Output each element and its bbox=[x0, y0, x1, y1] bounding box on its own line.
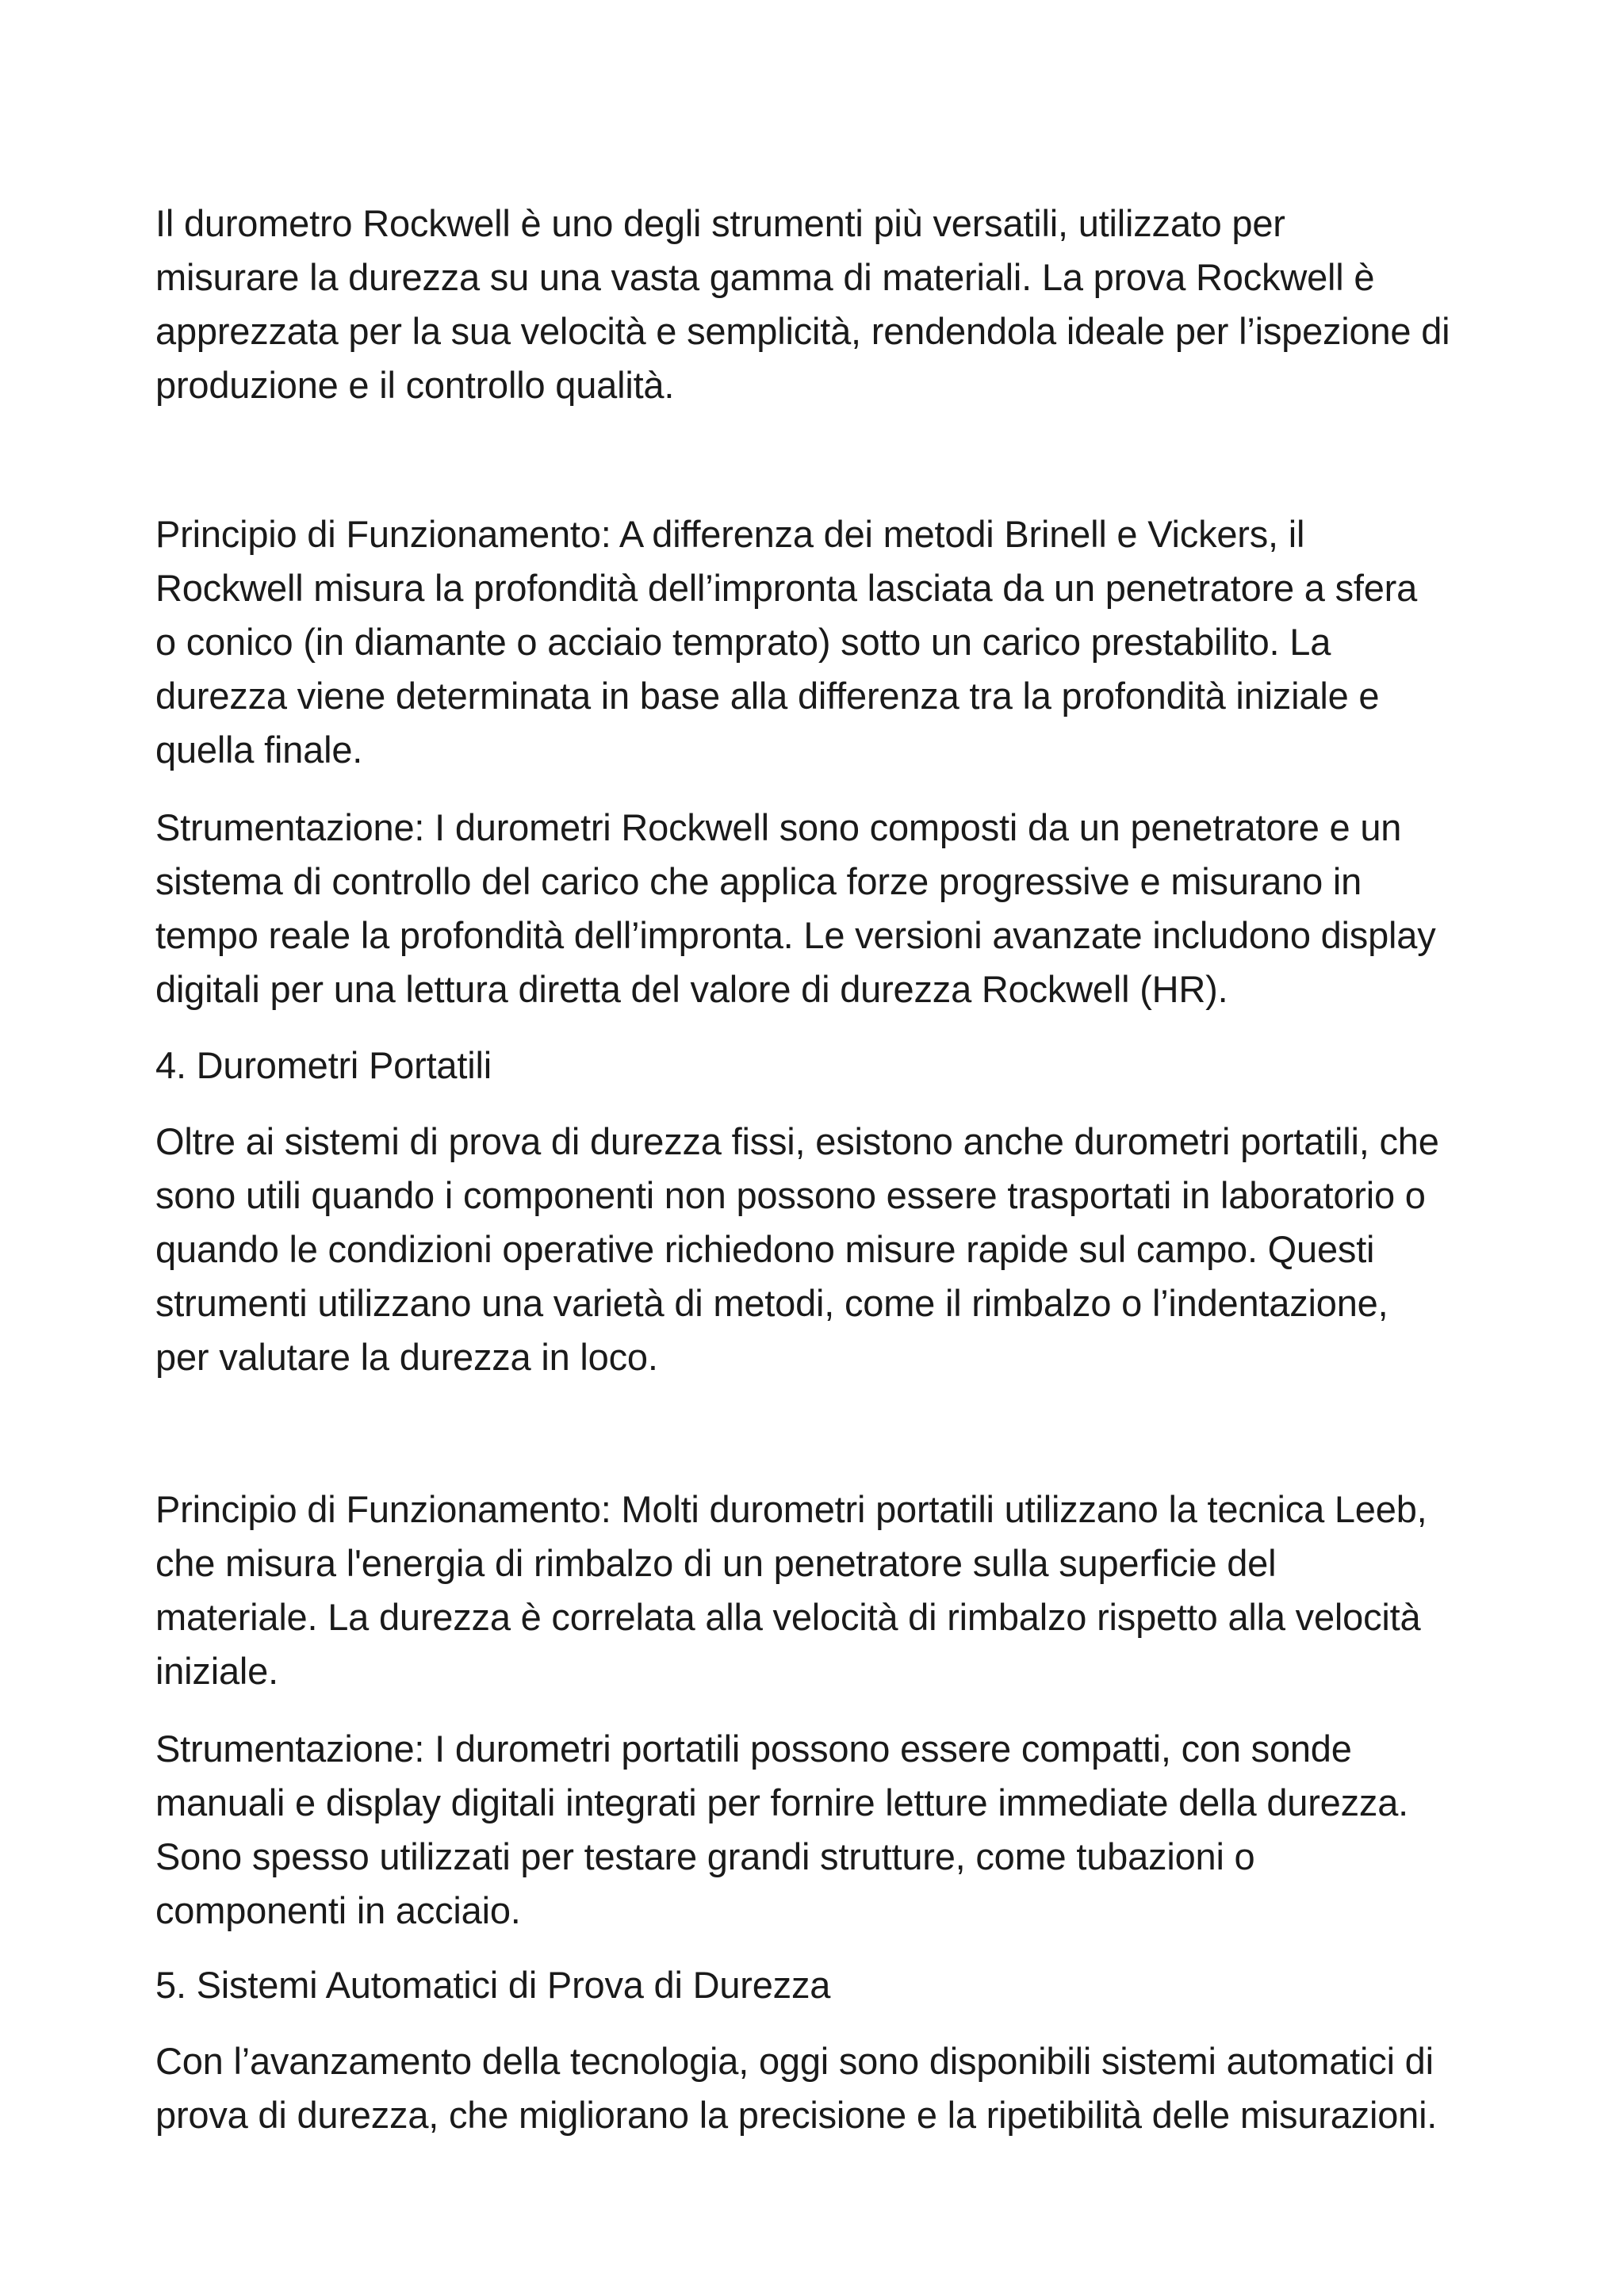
paragraph-rockwell-instrumentation bbox=[155, 801, 1503, 1016]
text-line: Principio di Funzionamento: A differenza dei metodi Brinell e Vickers, il bbox=[155, 513, 1305, 555]
text-line: componenti in acciaio. bbox=[155, 1889, 521, 1931]
section-heading-portable bbox=[155, 1039, 1503, 1093]
text-line: produzione e il controllo qualità. bbox=[155, 364, 675, 406]
text-line: Sono spesso utilizzati per testare grandi strutture, come tubazioni o bbox=[155, 1835, 1255, 1877]
heading-text: 5. Sistemi Automatici di Prova di Durezza bbox=[155, 1964, 831, 2006]
paragraph-automatic-intro bbox=[155, 2034, 1503, 2142]
paragraph-portable-principle bbox=[155, 1483, 1503, 1698]
paragraph-rockwell-principle bbox=[155, 507, 1503, 777]
text-line: materiale. La durezza è correlata alla velocità di rimbalzo rispetto alla velocità bbox=[155, 1596, 1421, 1638]
heading-text: 4. Durometri Portatili bbox=[155, 1044, 492, 1086]
paragraph-intro bbox=[155, 197, 1503, 412]
text-line: strumenti utilizzano una varietà di metodi, come il rimbalzo o l’indentazione, bbox=[155, 1282, 1388, 1324]
section-heading-automatic bbox=[155, 1958, 1503, 2012]
text-line: tempo reale la profondità dell’impronta. Le versioni avanzate includono display bbox=[155, 914, 1436, 956]
text-line: Con l’avanzamento della tecnologia, oggi sono disponibili sistemi automatici di bbox=[155, 2040, 1434, 2082]
text-line: sistema di controllo del carico che applica forze progressive e misurano in bbox=[155, 860, 1362, 902]
text-line: Rockwell misura la profondità dell’impronta lasciata da un penetratore a sfera bbox=[155, 567, 1418, 609]
paragraph-portable-intro bbox=[155, 1115, 1503, 1384]
text-line: iniziale. bbox=[155, 1650, 278, 1692]
text-line: apprezzata per la sua velocità e semplicità, rendendola ideale per l’ispezione di bbox=[155, 310, 1450, 352]
text-line: misurare la durezza su una vasta gamma di materiali. La prova Rockwell è bbox=[155, 256, 1375, 298]
text-line: quando le condizioni operative richiedono misure rapide sul campo. Questi bbox=[155, 1228, 1375, 1270]
text-line: che misura l'energia di rimbalzo di un penetratore sulla superficie del bbox=[155, 1542, 1277, 1584]
text-line: sono utili quando i componenti non possono essere trasportati in laboratorio o bbox=[155, 1174, 1426, 1216]
text-line: prova di durezza, che migliorano la precisione e la ripetibilità delle misurazioni. bbox=[155, 2094, 1438, 2136]
text-line: Il durometro Rockwell è uno degli strumenti più versatili, utilizzato per bbox=[155, 202, 1285, 244]
text-line: Principio di Funzionamento: Molti durometri portatili utilizzano la tecnica Leeb, bbox=[155, 1488, 1427, 1530]
paragraph-portable-instrumentation bbox=[155, 1722, 1503, 1938]
text-line: Oltre ai sistemi di prova di durezza fissi, esistono anche durometri portatili, che bbox=[155, 1120, 1439, 1162]
text-line: per valutare la durezza in loco. bbox=[155, 1336, 658, 1378]
text-line: Strumentazione: I durometri Rockwell sono composti da un penetratore e un bbox=[155, 806, 1402, 848]
text-line: quella finale. bbox=[155, 729, 363, 771]
text-line: durezza viene determinata in base alla differenza tra la profondità iniziale e bbox=[155, 675, 1380, 717]
text-line: manuali e display digitali integrati per fornire letture immediate della durezza. bbox=[155, 1781, 1409, 1823]
text-line: o conico (in diamante o acciaio temprato) sotto un carico prestabilito. La bbox=[155, 621, 1331, 663]
text-line: digitali per una lettura diretta del valore di durezza Rockwell (HR). bbox=[155, 968, 1228, 1010]
text-line: Strumentazione: I durometri portatili possono essere compatti, con sonde bbox=[155, 1728, 1352, 1770]
